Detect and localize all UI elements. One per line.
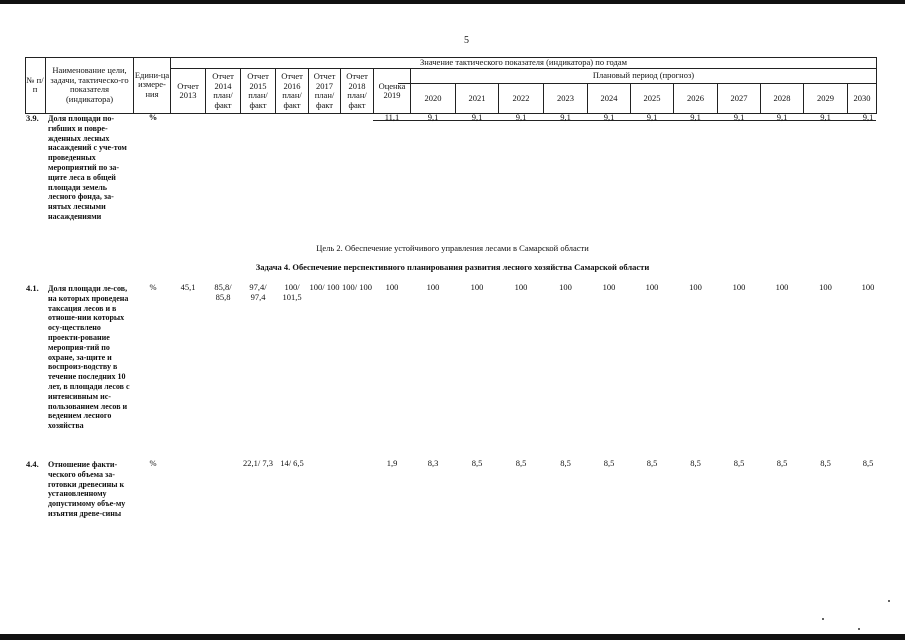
unit: % (149, 282, 157, 292)
value-cell: 100 (645, 282, 659, 292)
header-year-hist: Отчет 2018 план/ факт (346, 71, 368, 110)
value-cell: 97,4/ 97,4 (249, 282, 267, 302)
value-cell: 100 (559, 282, 572, 292)
value-cell: 8,5 (646, 458, 658, 468)
header-year-plan: 2021 (468, 92, 486, 103)
value-cell: 100/ 100 (342, 282, 372, 292)
unit: % (149, 458, 157, 468)
header-year-hist: Отчет 2016 план/ факт (281, 71, 303, 110)
header-year-hist: Отчет 2014 план/ факт (212, 71, 234, 110)
scan-speck (822, 618, 824, 620)
header-year-plan: 2020 (424, 92, 442, 103)
row-number: 4.1. (26, 283, 39, 293)
page-number: 5 (464, 35, 469, 46)
value-cell: 11,1 (384, 112, 400, 122)
indicator-name: Доля площади по-гибших и повре-жденных лесных насаждений с уче-том проведенных мероприятий по за-щите леса в общей площади земель лесного фонда, за-нятых лесными насаждениями (48, 114, 127, 221)
value-cell: 9,1 (515, 112, 527, 122)
header-name: Наименование цели, задачи, тактическо-го показателя (индикатора) (50, 65, 129, 104)
value-cell: 8,5 (862, 458, 874, 468)
value-cell: 8,5 (776, 458, 788, 468)
value-cell: 100 (602, 282, 616, 292)
row-number: 3.9. (26, 113, 39, 123)
header-year-plan: 2028 (773, 92, 791, 103)
goal-caption: Цель 2. Обеспечение устойчивого управления лесами в Самарской области (316, 243, 589, 253)
value-cell: 100 (689, 282, 702, 292)
header-year-plan: 2029 (817, 92, 834, 103)
value-cell: 9,1 (862, 112, 874, 122)
value-cell: 8,5 (515, 458, 527, 468)
value-cell: 100 (426, 282, 440, 292)
unit: % (148, 112, 158, 122)
value-cell: 100/ 100 (309, 282, 340, 292)
scan-speck (858, 628, 860, 630)
value-cell: 9,1 (471, 112, 483, 122)
value-cell: 9,1 (646, 112, 658, 122)
value-cell: 8,3 (427, 458, 439, 468)
top-border (0, 0, 905, 4)
value-cell: 9,1 (603, 112, 615, 122)
value-cell: 100 (819, 282, 832, 292)
header-year-plan: 2024 (600, 92, 618, 103)
value-cell: 100 (385, 282, 399, 292)
indicator-name: Отношение факти-ческого объема за-готовки древесины к установленному допустимому объе-му изъятия древе-сины (48, 460, 126, 518)
bottom-border (0, 634, 905, 640)
value-cell: 9,1 (690, 112, 701, 122)
value-cell: 9,1 (427, 112, 439, 122)
header-year-estimate: Оценка 2019 (378, 80, 406, 100)
value-cell: 100 (514, 282, 528, 292)
header-year-plan: 2027 (730, 92, 748, 103)
header-year-plan: 2030 (853, 92, 871, 103)
value-cell: 100 (861, 282, 875, 292)
value-cell: 8,5 (560, 458, 571, 468)
header-year-hist: Отчет 2015 план/ факт (247, 71, 269, 110)
value-cell: 8,5 (690, 458, 701, 468)
value-cell: 45,1 (180, 282, 196, 292)
value-cell: 8,5 (733, 458, 745, 468)
header-year-hist: Отчет 2017 план/ факт (313, 71, 336, 110)
value-cell: 100 (775, 282, 789, 292)
header-unit: Едини-ца измере-ния (134, 69, 170, 99)
task-caption: Задача 4. Обеспечение перспективного планирования развития лесного хозяйства Самарской области (255, 262, 650, 272)
value-cell: 9,1 (820, 112, 831, 122)
header-group-title: Значение тактического показателя (индикатора) по годам (420, 56, 627, 67)
value-cell: 9,1 (776, 112, 788, 122)
indicator-name: Доля площади ле-сов, на которых проведена таксация лесов и в отноше-нии которых осу-ществлено проекти-рование мероприя-тий по охране, за-щите и воспроиз-водству в течение последних 10 лет, в площади лесов с интенсивным ис-пользованием лесов и ведением лесного хозяйства (48, 284, 130, 431)
value-cell: 8,5 (603, 458, 615, 468)
value-cell: 100/ 101,5 (282, 282, 302, 302)
header-planned-title: Плановый период (прогноз) (592, 69, 695, 80)
value-cell: 1,9 (386, 458, 398, 468)
value-cell: 9,1 (733, 112, 745, 122)
value-cell: 85,8/ 85,8 (214, 282, 232, 302)
scan-speck (888, 600, 890, 602)
header-year-plan: 2026 (687, 92, 704, 103)
header-number: № п/п (26, 74, 44, 94)
value-cell: 8,5 (471, 458, 483, 468)
value-cell: 22,1/ 7,3 (243, 458, 273, 468)
value-cell: 100 (732, 282, 746, 292)
row-number: 4.4. (26, 459, 39, 469)
value-cell: 9,1 (560, 112, 571, 122)
header-year-plan: 2022 (512, 92, 530, 103)
value-cell: 14/ 6,5 (280, 458, 304, 468)
value-cell: 100 (470, 282, 484, 292)
header-year-hist: Отчет 2013 (177, 80, 199, 100)
value-cell: 8,5 (820, 458, 831, 468)
header-year-plan: 2023 (557, 92, 574, 103)
header-year-plan: 2025 (643, 92, 661, 103)
